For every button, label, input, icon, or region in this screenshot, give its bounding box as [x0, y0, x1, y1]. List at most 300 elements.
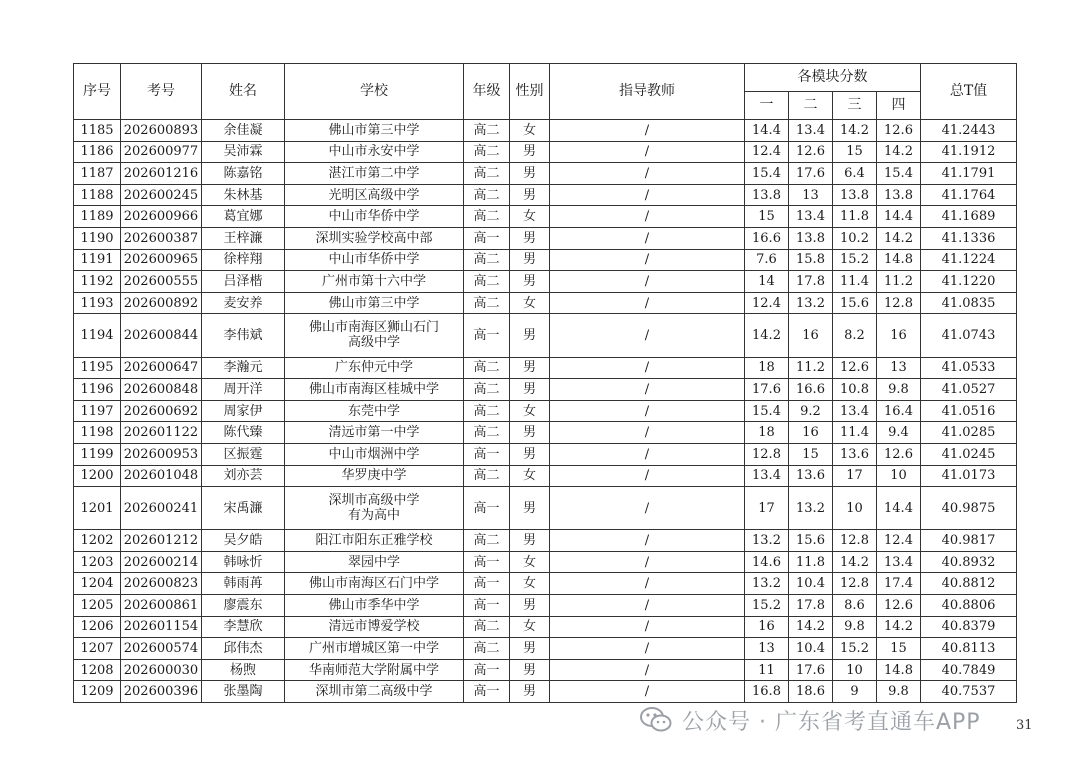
cell-gender: 男 — [510, 638, 550, 660]
cell-module-4: 14.2 — [877, 616, 921, 638]
cell-name: 余佳凝 — [202, 120, 285, 142]
cell-teacher: / — [550, 487, 745, 530]
cell-gender: 女 — [510, 292, 550, 314]
cell-teacher: / — [550, 357, 745, 379]
school-line: 佛山市第三中学 — [328, 122, 420, 138]
table-row — [74, 141, 1017, 163]
cell-module-4: 12.6 — [877, 443, 921, 465]
cell-module-1: 13.4 — [745, 465, 789, 487]
cell-gender: 男 — [510, 595, 550, 617]
cell-module-2: 13.6 — [789, 465, 833, 487]
cell-teacher: / — [550, 163, 745, 185]
cell-module-1: 12.4 — [745, 141, 789, 163]
cell-module-4: 14.4 — [877, 487, 921, 530]
header-name: 姓名 — [202, 64, 285, 120]
cell-seq: 1191 — [74, 249, 121, 271]
cell-seq: 1187 — [74, 163, 121, 185]
cell-gender: 男 — [510, 271, 550, 293]
cell-seq: 1200 — [74, 465, 121, 487]
cell-name: 宋禹濂 — [202, 487, 285, 530]
cell-gender: 女 — [510, 120, 550, 142]
table-row — [74, 163, 1017, 185]
cell-total: 41.0173 — [921, 465, 1017, 487]
cell-module-4: 16 — [877, 314, 921, 357]
cell-exam-no: 202600396 — [121, 681, 202, 703]
cell-module-2: 11.8 — [789, 551, 833, 573]
cell-module-2: 10.4 — [789, 573, 833, 595]
cell-module-1: 17.6 — [745, 379, 789, 401]
cell-exam-no: 202600241 — [121, 487, 202, 530]
cell-seq: 1201 — [74, 487, 121, 530]
table-row — [74, 271, 1017, 293]
cell-module-2: 15 — [789, 443, 833, 465]
school-line: 光明区高级中学 — [328, 187, 420, 203]
cell-teacher: / — [550, 465, 745, 487]
cell-gender: 男 — [510, 659, 550, 681]
cell-total: 41.1791 — [921, 163, 1017, 185]
cell-gender: 女 — [510, 551, 550, 573]
cell-gender: 女 — [510, 400, 550, 422]
cell-module-4: 12.4 — [877, 530, 921, 552]
cell-seq: 1209 — [74, 681, 121, 703]
cell-exam-no: 202600692 — [121, 400, 202, 422]
header-teacher: 指导教师 — [550, 64, 745, 120]
cell-module-3: 15.2 — [833, 249, 877, 271]
cell-module-3: 12.8 — [833, 530, 877, 552]
cell-exam-no: 202600977 — [121, 141, 202, 163]
school-line: 广州市第十六中学 — [321, 273, 426, 289]
table-row — [74, 638, 1017, 660]
table-body — [74, 120, 1017, 703]
cell-exam-no: 202601216 — [121, 163, 202, 185]
cell-module-1: 13.8 — [745, 184, 789, 206]
school-line: 深圳实验学校高中部 — [315, 230, 433, 246]
cell-exam-no: 202600953 — [121, 443, 202, 465]
table-row — [74, 357, 1017, 379]
school-line: 清远市博爱学校 — [328, 619, 420, 635]
cell-module-2: 9.2 — [789, 400, 833, 422]
cell-exam-no: 202600844 — [121, 314, 202, 357]
cell-module-4: 14.2 — [877, 227, 921, 249]
cell-module-4: 14.4 — [877, 206, 921, 228]
cell-total: 41.0285 — [921, 422, 1017, 444]
cell-module-3: 9 — [833, 681, 877, 703]
cell-name: 陈嘉铭 — [202, 163, 285, 185]
cell-teacher: / — [550, 530, 745, 552]
cell-module-3: 10 — [833, 487, 877, 530]
cell-exam-no: 202600387 — [121, 227, 202, 249]
cell-seq: 1197 — [74, 400, 121, 422]
cell-module-2: 17.8 — [789, 595, 833, 617]
cell-total: 41.0245 — [921, 443, 1017, 465]
cell-exam-no: 202600965 — [121, 249, 202, 271]
cell-grade: 高二 — [464, 292, 510, 314]
cell-grade: 高一 — [464, 595, 510, 617]
cell-module-4: 13 — [877, 357, 921, 379]
cell-module-4: 17.4 — [877, 573, 921, 595]
cell-module-2: 17.8 — [789, 271, 833, 293]
cell-seq: 1185 — [74, 120, 121, 142]
cell-total: 41.1689 — [921, 206, 1017, 228]
cell-exam-no: 202600893 — [121, 120, 202, 142]
cell-module-2: 16.6 — [789, 379, 833, 401]
cell-name: 李慧欣 — [202, 616, 285, 638]
cell-seq: 1206 — [74, 616, 121, 638]
cell-module-4: 14.8 — [877, 249, 921, 271]
cell-gender: 女 — [510, 616, 550, 638]
cell-school — [285, 292, 464, 314]
cell-total: 40.8379 — [921, 616, 1017, 638]
cell-module-4: 16.4 — [877, 400, 921, 422]
cell-seq: 1193 — [74, 292, 121, 314]
cell-grade: 高一 — [464, 659, 510, 681]
table-header — [74, 64, 1017, 120]
cell-grade: 高二 — [464, 206, 510, 228]
cell-module-4: 13.8 — [877, 184, 921, 206]
cell-gender: 男 — [510, 681, 550, 703]
cell-module-1: 13.2 — [745, 530, 789, 552]
cell-name: 张墨陶 — [202, 681, 285, 703]
cell-name: 杨煦 — [202, 659, 285, 681]
cell-school — [285, 681, 464, 703]
cell-seq: 1202 — [74, 530, 121, 552]
cell-school — [285, 227, 464, 249]
cell-grade: 高二 — [464, 616, 510, 638]
cell-module-3: 13.6 — [833, 443, 877, 465]
cell-school — [285, 120, 464, 142]
cell-grade: 高二 — [464, 120, 510, 142]
cell-module-3: 6.4 — [833, 163, 877, 185]
cell-grade: 高二 — [464, 465, 510, 487]
cell-module-3: 15.6 — [833, 292, 877, 314]
cell-school — [285, 465, 464, 487]
cell-teacher: / — [550, 379, 745, 401]
cell-module-1: 18 — [745, 422, 789, 444]
cell-module-1: 11 — [745, 659, 789, 681]
cell-module-1: 12.4 — [745, 292, 789, 314]
cell-module-3: 11.4 — [833, 271, 877, 293]
cell-name: 徐梓翔 — [202, 249, 285, 271]
cell-module-1: 14.4 — [745, 120, 789, 142]
cell-exam-no: 202600848 — [121, 379, 202, 401]
school-line: 有为高中 — [347, 508, 400, 524]
cell-gender: 男 — [510, 530, 550, 552]
cell-module-3: 8.2 — [833, 314, 877, 357]
cell-teacher: / — [550, 141, 745, 163]
cell-grade: 高二 — [464, 141, 510, 163]
header-modules: 各模块分数 — [745, 64, 921, 92]
cell-total: 41.1912 — [921, 141, 1017, 163]
cell-module-2: 16 — [789, 314, 833, 357]
cell-name: 王梓濂 — [202, 227, 285, 249]
cell-school — [285, 141, 464, 163]
school-line: 佛山市南海区石门中学 — [308, 576, 439, 592]
wechat-icon — [640, 706, 672, 734]
cell-module-2: 18.6 — [789, 681, 833, 703]
cell-module-4: 14.8 — [877, 659, 921, 681]
school-line: 佛山市南海区狮山石门 — [308, 320, 439, 336]
cell-module-1: 15.4 — [745, 400, 789, 422]
cell-module-4: 15 — [877, 638, 921, 660]
table-row — [74, 573, 1017, 595]
cell-seq: 1204 — [74, 573, 121, 595]
cell-total: 41.0835 — [921, 292, 1017, 314]
cell-module-1: 13.2 — [745, 573, 789, 595]
table-row — [74, 314, 1017, 357]
school-line: 佛山市第三中学 — [328, 295, 420, 311]
cell-module-1: 17 — [745, 487, 789, 530]
school-line: 广州市增城区第一中学 — [308, 641, 439, 657]
cell-teacher: / — [550, 271, 745, 293]
cell-teacher: / — [550, 659, 745, 681]
cell-module-1: 14.6 — [745, 551, 789, 573]
cell-module-3: 14.2 — [833, 120, 877, 142]
table-row — [74, 443, 1017, 465]
cell-grade: 高二 — [464, 357, 510, 379]
cell-teacher: / — [550, 681, 745, 703]
cell-seq: 1207 — [74, 638, 121, 660]
cell-gender: 男 — [510, 249, 550, 271]
cell-teacher: / — [550, 314, 745, 357]
cell-gender: 男 — [510, 422, 550, 444]
cell-total: 41.0743 — [921, 314, 1017, 357]
cell-teacher: / — [550, 616, 745, 638]
cell-grade: 高一 — [464, 487, 510, 530]
cell-grade: 高二 — [464, 638, 510, 660]
cell-module-3: 14.2 — [833, 551, 877, 573]
cell-gender: 男 — [510, 443, 550, 465]
cell-module-2: 17.6 — [789, 659, 833, 681]
school-line: 深圳市第二高级中学 — [315, 684, 433, 700]
cell-school — [285, 184, 464, 206]
cell-total: 40.9875 — [921, 487, 1017, 530]
cell-module-3: 11.4 — [833, 422, 877, 444]
school-line: 阳江市阳东正雅学校 — [315, 533, 433, 549]
cell-name: 韩雨苒 — [202, 573, 285, 595]
cell-grade: 高二 — [464, 400, 510, 422]
cell-name: 李伟斌 — [202, 314, 285, 357]
cell-module-3: 8.6 — [833, 595, 877, 617]
cell-teacher: / — [550, 120, 745, 142]
cell-module-4: 14.2 — [877, 141, 921, 163]
header-grade: 年级 — [464, 64, 510, 120]
cell-grade: 高二 — [464, 184, 510, 206]
cell-module-4: 11.2 — [877, 271, 921, 293]
cell-name: 廖震东 — [202, 595, 285, 617]
cell-total: 40.8932 — [921, 551, 1017, 573]
cell-module-2: 10.4 — [789, 638, 833, 660]
cell-module-4: 9.8 — [877, 681, 921, 703]
cell-module-2: 15.8 — [789, 249, 833, 271]
cell-grade: 高二 — [464, 271, 510, 293]
cell-seq: 1203 — [74, 551, 121, 573]
cell-exam-no: 202600574 — [121, 638, 202, 660]
cell-module-4: 12.6 — [877, 120, 921, 142]
cell-gender: 男 — [510, 314, 550, 357]
cell-module-3: 12.6 — [833, 357, 877, 379]
table-row — [74, 379, 1017, 401]
cell-grade: 高一 — [464, 551, 510, 573]
table-row — [74, 595, 1017, 617]
cell-module-1: 15.4 — [745, 163, 789, 185]
cell-school — [285, 400, 464, 422]
cell-teacher: / — [550, 422, 745, 444]
table-row — [74, 292, 1017, 314]
cell-module-2: 13 — [789, 184, 833, 206]
cell-teacher: / — [550, 443, 745, 465]
cell-module-2: 16 — [789, 422, 833, 444]
cell-name: 朱林基 — [202, 184, 285, 206]
cell-name: 吕泽楷 — [202, 271, 285, 293]
cell-school — [285, 595, 464, 617]
cell-module-1: 15 — [745, 206, 789, 228]
cell-exam-no: 202601212 — [121, 530, 202, 552]
cell-total: 41.1224 — [921, 249, 1017, 271]
cell-school — [285, 487, 464, 530]
cell-name: 麦安养 — [202, 292, 285, 314]
cell-grade: 高一 — [464, 227, 510, 249]
school-line: 深圳市高级中学 — [328, 493, 420, 509]
cell-seq: 1189 — [74, 206, 121, 228]
cell-seq: 1205 — [74, 595, 121, 617]
table-row — [74, 551, 1017, 573]
cell-grade: 高二 — [464, 422, 510, 444]
cell-grade: 高一 — [464, 443, 510, 465]
cell-school — [285, 163, 464, 185]
header-module-2: 二 — [789, 92, 833, 120]
cell-module-2: 12.6 — [789, 141, 833, 163]
table-row — [74, 400, 1017, 422]
cell-module-1: 14.2 — [745, 314, 789, 357]
cell-module-1: 7.6 — [745, 249, 789, 271]
cell-module-4: 15.4 — [877, 163, 921, 185]
school-line: 广东仲元中学 — [334, 360, 413, 376]
school-line: 清远市第一中学 — [328, 425, 420, 441]
cell-school — [285, 616, 464, 638]
cell-gender: 女 — [510, 465, 550, 487]
cell-exam-no: 202600030 — [121, 659, 202, 681]
cell-seq: 1198 — [74, 422, 121, 444]
cell-teacher: / — [550, 595, 745, 617]
table-row — [74, 659, 1017, 681]
cell-school — [285, 573, 464, 595]
cell-exam-no: 202600966 — [121, 206, 202, 228]
cell-module-1: 12.8 — [745, 443, 789, 465]
cell-module-2: 15.6 — [789, 530, 833, 552]
cell-module-2: 13.4 — [789, 206, 833, 228]
cell-exam-no: 202600892 — [121, 292, 202, 314]
cell-seq: 1186 — [74, 141, 121, 163]
cell-module-3: 12.8 — [833, 573, 877, 595]
cell-gender: 男 — [510, 163, 550, 185]
cell-module-1: 13 — [745, 638, 789, 660]
cell-school — [285, 314, 464, 357]
cell-total: 41.2443 — [921, 120, 1017, 142]
cell-name: 周家伊 — [202, 400, 285, 422]
cell-total: 40.9817 — [921, 530, 1017, 552]
cell-teacher: / — [550, 573, 745, 595]
cell-module-2: 11.2 — [789, 357, 833, 379]
cell-name: 刘亦芸 — [202, 465, 285, 487]
table-row — [74, 206, 1017, 228]
cell-grade: 高二 — [464, 249, 510, 271]
cell-module-4: 9.8 — [877, 379, 921, 401]
table-row — [74, 530, 1017, 552]
cell-seq: 1199 — [74, 443, 121, 465]
cell-module-3: 13.8 — [833, 184, 877, 206]
cell-gender: 男 — [510, 487, 550, 530]
cell-gender: 男 — [510, 379, 550, 401]
table-row — [74, 120, 1017, 142]
cell-module-2: 13.8 — [789, 227, 833, 249]
header-gender: 性别 — [510, 64, 550, 120]
cell-grade: 高一 — [464, 681, 510, 703]
page-number: 31 — [1016, 718, 1033, 733]
table-row — [74, 465, 1017, 487]
cell-grade: 高二 — [464, 530, 510, 552]
table-row — [74, 249, 1017, 271]
school-line: 翠园中学 — [347, 554, 400, 570]
cell-exam-no: 202600861 — [121, 595, 202, 617]
header-exam-no: 考号 — [121, 64, 202, 120]
school-line: 中山市永安中学 — [328, 144, 420, 160]
table-row — [74, 487, 1017, 530]
cell-school — [285, 422, 464, 444]
watermark-text: 公众号 · 广东省考直通车APP — [682, 709, 981, 735]
cell-school — [285, 443, 464, 465]
cell-name: 吴沛霖 — [202, 141, 285, 163]
cell-total: 40.8812 — [921, 573, 1017, 595]
cell-module-1: 16.8 — [745, 681, 789, 703]
cell-seq: 1190 — [74, 227, 121, 249]
cell-total: 40.7537 — [921, 681, 1017, 703]
cell-teacher: / — [550, 206, 745, 228]
cell-module-3: 9.8 — [833, 616, 877, 638]
cell-total: 40.8806 — [921, 595, 1017, 617]
cell-teacher: / — [550, 400, 745, 422]
cell-name: 韩咏忻 — [202, 551, 285, 573]
cell-module-3: 10.2 — [833, 227, 877, 249]
table-row — [74, 184, 1017, 206]
cell-grade: 高一 — [464, 573, 510, 595]
school-line: 湛江市第二中学 — [328, 165, 420, 181]
watermark — [640, 700, 981, 740]
header-module-4: 四 — [877, 92, 921, 120]
header-module-1: 一 — [745, 92, 789, 120]
cell-school — [285, 249, 464, 271]
school-line: 高级中学 — [347, 335, 400, 351]
cell-exam-no: 202600647 — [121, 357, 202, 379]
cell-module-1: 18 — [745, 357, 789, 379]
cell-school — [285, 530, 464, 552]
cell-module-1: 14 — [745, 271, 789, 293]
cell-module-1: 15.2 — [745, 595, 789, 617]
cell-total: 41.1336 — [921, 227, 1017, 249]
cell-exam-no: 202601048 — [121, 465, 202, 487]
school-line: 佛山市季华中学 — [328, 597, 420, 613]
cell-exam-no: 202600555 — [121, 271, 202, 293]
cell-module-2: 13.2 — [789, 487, 833, 530]
table-row — [74, 422, 1017, 444]
school-line: 华罗庚中学 — [341, 468, 407, 484]
cell-total: 41.0527 — [921, 379, 1017, 401]
cell-teacher: / — [550, 227, 745, 249]
cell-module-2: 13.2 — [789, 292, 833, 314]
school-line: 中山市烟洲中学 — [328, 446, 420, 462]
cell-teacher: / — [550, 292, 745, 314]
cell-name: 陈代臻 — [202, 422, 285, 444]
header-seq: 序号 — [74, 64, 121, 120]
